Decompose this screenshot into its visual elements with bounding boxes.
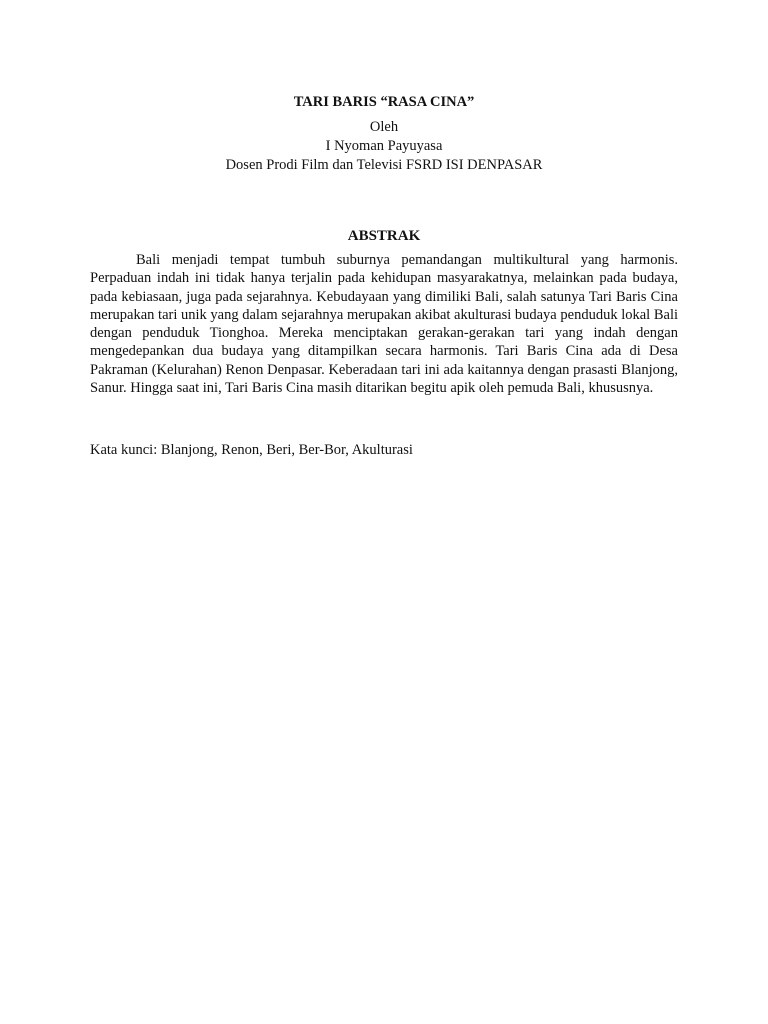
byline	[0, 118, 768, 175]
author-affiliation: Dosen Prodi Film dan Televisi FSRD ISI DENPASAR	[225, 157, 543, 173]
abstract-heading: ABSTRAK	[347, 228, 421, 244]
abstract-paragraph: Bali menjadi tempat tumbuh suburnya pemandangan multikultural yang harmonis. Perpaduan indah ini tidak hanya terjalin pada kehidupan masyarakatnya, melainkan pada budaya, pada kebiasaan, juga pada sejarahnya. Kebudayaan yang dimiliki Bali, salah satunya Tari Baris Cina merupakan tari unik yang dalam sejarahnya merupakan akibat akulturasi budaya penduduk lokal Bali dengan penduduk Tionghoa. Mereka menciptakan gerakan-gerakan tari yang indah dengan mengedepankan dua budaya yang ditampilkan secara harmonis. Tari Baris Cina ada di Desa Pakraman (Kelurahan) Renon Denpasar. Keberadaan tari ini ada kaitannya dengan prasasti Blanjong, Sanur. Hingga saat ini, Tari Baris Cina masih ditarikan begitu apik oleh pemuda Bali, khususnya.	[90, 252, 678, 397]
author-name: I Nyoman Payuyasa	[325, 138, 443, 154]
keywords: Kata kunci: Blanjong, Renon, Beri, Ber-Bor, Akulturasi	[90, 442, 413, 458]
paper-title: TARI BARIS “RASA CINA”	[293, 94, 475, 110]
byline-by: Oleh	[369, 119, 399, 135]
